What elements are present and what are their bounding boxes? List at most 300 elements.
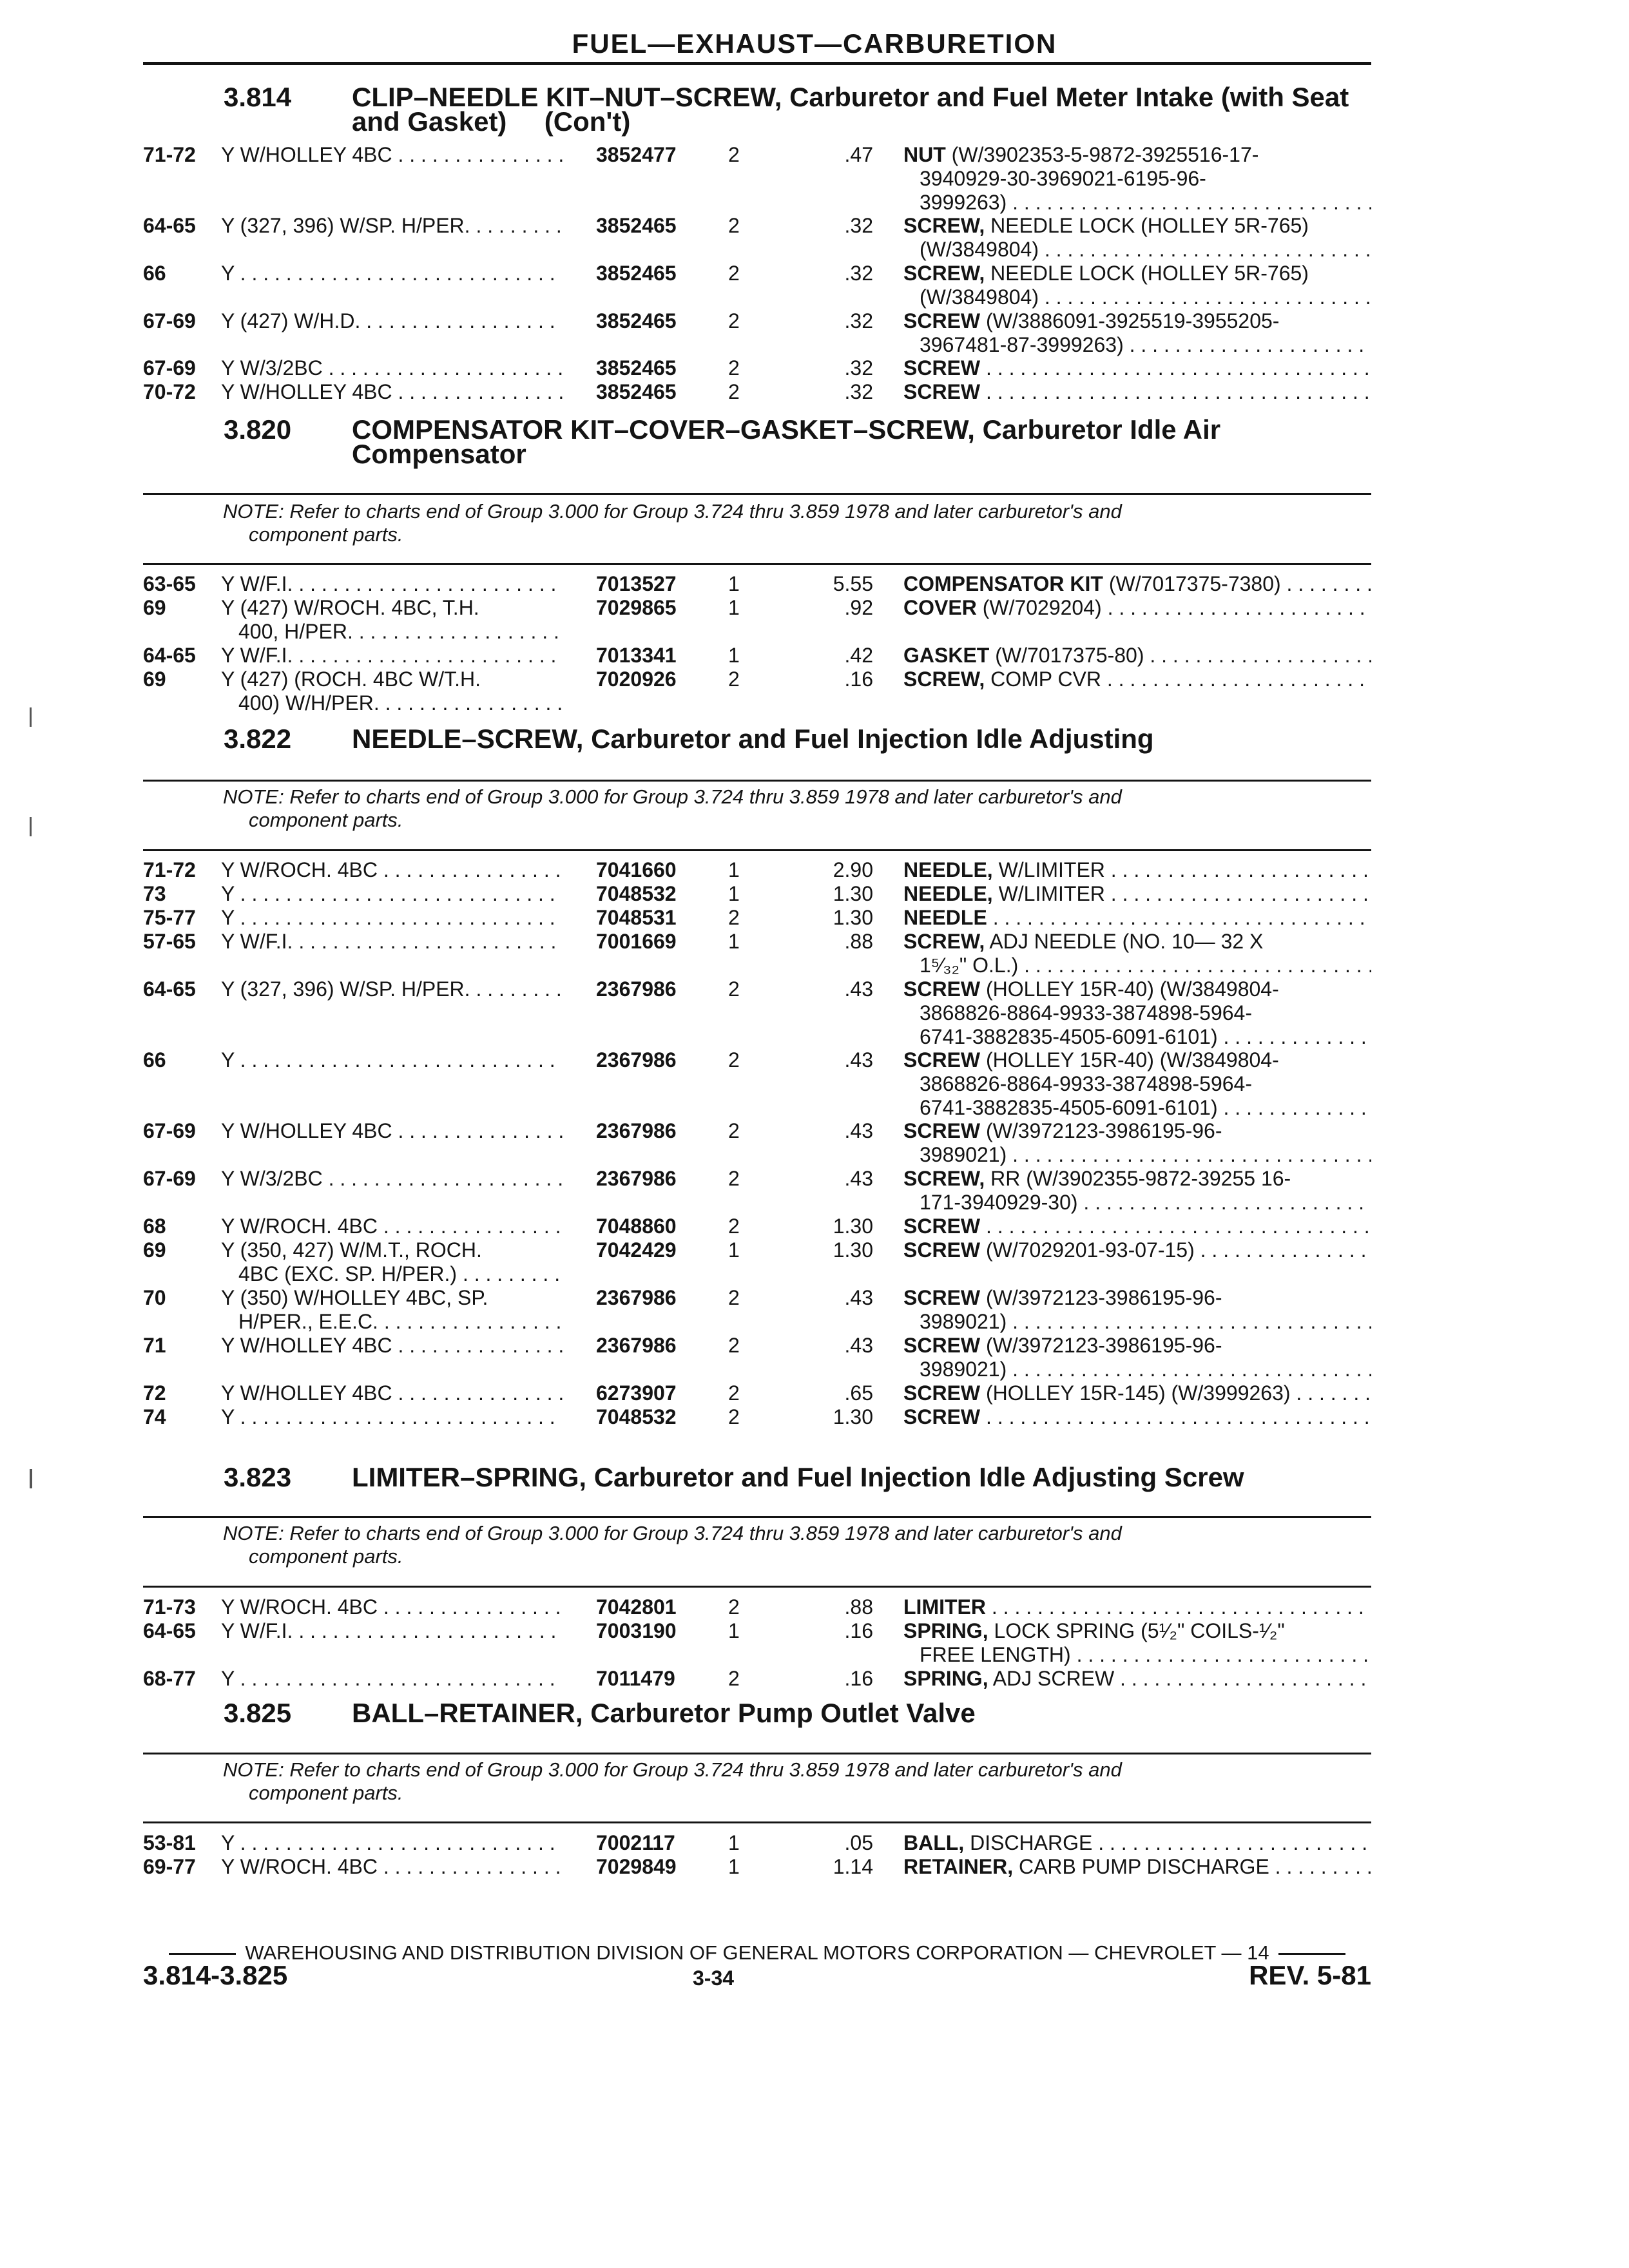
price: .92 <box>844 596 873 619</box>
model-line: Y (327, 396) W/SP. H/PER. . . . <box>221 977 563 1001</box>
description-line <box>903 954 1371 977</box>
part-description <box>903 380 1371 404</box>
part-number: 7002117 <box>596 1831 675 1854</box>
price: .32 <box>844 309 873 332</box>
description-line <box>903 1025 1371 1049</box>
quantity: 2 <box>728 906 740 929</box>
description-text: 3989021) <box>920 1358 1007 1381</box>
description-line <box>903 1191 1371 1215</box>
description-line <box>903 1096 1371 1120</box>
year-range: 75-77 <box>143 906 196 929</box>
description-text: W/LIMITER <box>992 858 1105 881</box>
model-line: Y W/ROCH. 4BC . . . <box>221 1855 563 1879</box>
part-description <box>903 1831 1371 1855</box>
quantity: 1 <box>728 1619 740 1642</box>
model-application <box>221 882 563 906</box>
description-line <box>903 1048 1371 1072</box>
model-application <box>221 1167 563 1191</box>
quantity: 2 <box>728 1286 740 1309</box>
part-number: 7029865 <box>596 596 677 619</box>
description-text: DISCHARGE <box>964 1831 1093 1854</box>
part-number: 3852465 <box>596 214 677 237</box>
note-rule <box>143 1821 1371 1823</box>
year-range: 67-69 <box>143 1167 196 1190</box>
model-line: Y . . . <box>221 1831 563 1855</box>
price: 5.55 <box>833 572 873 595</box>
model-application <box>221 596 563 644</box>
description-line <box>903 644 1371 668</box>
model-line: Y . . . <box>221 1667 563 1691</box>
description-text: W/LIMITER <box>992 882 1105 905</box>
section-title: NEEDLE–SCREW, Carburetor and Fuel Injection Idle Adjusting <box>352 724 1154 754</box>
continued-label: (Con't) <box>544 106 631 137</box>
note-line: component parts. <box>249 1545 403 1568</box>
model-application <box>221 668 563 715</box>
part-name: SCREW <box>903 1215 981 1238</box>
section-number: 3.822 <box>224 724 292 754</box>
part-description <box>903 214 1371 262</box>
section-number: 3.814 <box>224 82 292 112</box>
part-description <box>903 906 1371 930</box>
description-line <box>903 930 1371 954</box>
part-description <box>903 572 1371 596</box>
description-line <box>903 1143 1371 1167</box>
note <box>223 785 1370 832</box>
price: .43 <box>844 1286 873 1309</box>
part-description <box>903 1595 1371 1619</box>
year-range: 53-81 <box>143 1831 196 1854</box>
part-number: 3852465 <box>596 262 677 285</box>
description-text: (HOLLEY 15R-145) (W/3999263) <box>980 1381 1291 1405</box>
description-line <box>903 1286 1371 1310</box>
quantity: 2 <box>728 309 740 332</box>
part-name: SPRING, <box>903 1667 988 1690</box>
part-number: 3852465 <box>596 356 677 380</box>
model-line: Y W/HOLLEY 4BC . . . <box>221 380 563 404</box>
section-title: LIMITER–SPRING, Carburetor and Fuel Injection Idle Adjusting Screw <box>352 1462 1244 1492</box>
description-text: (HOLLEY 15R-40) (W/3849804- <box>980 977 1279 1001</box>
model-application <box>221 906 563 930</box>
year-range: 57-65 <box>143 930 196 953</box>
description-line <box>903 167 1371 191</box>
description-line <box>903 858 1371 882</box>
model-line: Y W/3/2BC . . . <box>221 1167 563 1191</box>
part-name: NEEDLE, <box>903 858 993 881</box>
price: 1.30 <box>833 1238 873 1262</box>
description-line <box>903 238 1371 262</box>
quantity: 2 <box>728 262 740 285</box>
part-number: 7042801 <box>596 1595 677 1619</box>
note-line: NOTE: Refer to charts end of Group 3.000 for Group 3.724 thru 3.859 1978 and later carburetor's and <box>223 1522 1122 1544</box>
year-range: 72 <box>143 1381 166 1405</box>
note-rule <box>143 563 1371 565</box>
part-name: GASKET <box>903 644 990 667</box>
description-text: CARB PUMP DISCHARGE <box>1013 1855 1269 1878</box>
description-text: (W/3972123-3986195-96- <box>980 1286 1222 1309</box>
footer-publisher-text: WAREHOUSING AND DISTRIBUTION DIVISION OF GENERAL MOTORS CORPORATION — CHEVROLET — 14 <box>245 1941 1269 1964</box>
part-number: 7020926 <box>596 668 677 691</box>
note-rule <box>143 1586 1371 1588</box>
description-line <box>903 356 1371 380</box>
description-line <box>903 1595 1371 1619</box>
section-rule <box>143 1516 1371 1518</box>
year-range: 71-73 <box>143 1595 196 1619</box>
note-line: NOTE: Refer to charts end of Group 3.000 for Group 3.724 thru 3.859 1978 and later carburetor's and <box>223 1758 1122 1781</box>
part-name: COVER <box>903 596 977 619</box>
part-name: BALL, <box>903 1831 965 1854</box>
model-line: 400) W/H/PER. . . . <box>221 691 563 715</box>
model-application <box>221 1119 563 1143</box>
model-application <box>221 572 563 596</box>
part-number: 3852477 <box>596 143 677 166</box>
quantity: 1 <box>728 1238 740 1262</box>
description-line <box>903 333 1371 357</box>
note-line: component parts. <box>249 809 403 831</box>
description-line <box>903 285 1371 309</box>
description-line <box>903 1405 1371 1429</box>
price: .42 <box>844 644 873 667</box>
scan-mark <box>30 817 32 836</box>
price: .65 <box>844 1381 873 1405</box>
description-line <box>903 1310 1371 1334</box>
description-text: 3967481-87-3999263) <box>920 333 1124 356</box>
year-range: 63-65 <box>143 572 196 595</box>
description-text: (HOLLEY 15R-40) (W/3849804- <box>980 1048 1279 1072</box>
part-description <box>903 930 1371 977</box>
price: .16 <box>844 668 873 691</box>
model-application <box>221 143 563 167</box>
part-description <box>903 1167 1371 1215</box>
model-application <box>221 1215 563 1238</box>
model-line: Y W/ROCH. 4BC . . . <box>221 1215 563 1238</box>
model-application <box>221 356 563 380</box>
model-application <box>221 644 563 668</box>
description-text: NEEDLE LOCK (HOLLEY 5R-765) <box>985 214 1309 237</box>
price: .88 <box>844 1595 873 1619</box>
model-line: Y (427) W/H.D. . . . <box>221 309 563 333</box>
model-application <box>221 858 563 882</box>
part-name: SCREW <box>903 309 981 332</box>
description-text: 6741-3882835-4505-6091-6101) <box>920 1096 1218 1119</box>
model-line: Y (327, 396) W/SP. H/PER. . . . <box>221 214 563 238</box>
description-text: 3868826-8864-9933-3874898-5964- <box>920 1001 1252 1024</box>
year-range: 71-72 <box>143 858 196 881</box>
section-rule <box>143 493 1371 495</box>
quantity: 1 <box>728 572 740 595</box>
model-application <box>221 1381 563 1405</box>
part-name: SPRING, <box>903 1619 988 1642</box>
description-text: COMP CVR <box>985 668 1101 691</box>
price: .16 <box>844 1619 873 1642</box>
quantity: 2 <box>728 1119 740 1142</box>
section-number: 3.825 <box>224 1698 292 1728</box>
part-number: 7041660 <box>596 858 677 881</box>
part-name: SCREW <box>903 977 981 1001</box>
part-name: LIMITER <box>903 1595 986 1619</box>
description-text: (W/7029201-93-07-15) <box>980 1238 1195 1262</box>
part-description <box>903 1334 1371 1381</box>
part-name: SCREW <box>903 1238 981 1262</box>
year-range: 64-65 <box>143 1619 196 1642</box>
part-name: SCREW, <box>903 1167 985 1190</box>
description-line <box>903 977 1371 1001</box>
quantity: 2 <box>728 1595 740 1619</box>
model-line: Y W/F.I. . . . <box>221 1619 563 1643</box>
part-number: 7003190 <box>596 1619 677 1642</box>
price: .43 <box>844 1119 873 1142</box>
model-application <box>221 309 563 333</box>
part-number: 3852465 <box>596 309 677 332</box>
section-rule <box>143 1753 1371 1754</box>
quantity: 2 <box>728 1381 740 1405</box>
model-line: Y . . . <box>221 906 563 930</box>
description-line <box>903 1334 1371 1358</box>
description-text: ADJ SCREW <box>988 1667 1115 1690</box>
part-description <box>903 668 1371 691</box>
price: 1.30 <box>833 882 873 905</box>
quantity: 2 <box>728 1048 740 1072</box>
section-title-line: Compensator <box>352 439 526 469</box>
part-name: SCREW <box>903 356 981 380</box>
year-range: 73 <box>143 882 166 905</box>
note <box>223 1758 1370 1805</box>
year-range: 66 <box>143 1048 166 1072</box>
description-line <box>903 1215 1371 1238</box>
year-range: 64-65 <box>143 214 196 237</box>
quantity: 1 <box>728 596 740 619</box>
model-application <box>221 1831 563 1855</box>
footer-publisher <box>143 1941 1371 1965</box>
part-number: 7048531 <box>596 906 677 929</box>
description-text: (W/3972123-3986195-96- <box>980 1119 1222 1142</box>
description-line <box>903 596 1371 620</box>
description-text: 1⁵⁄₃₂" O.L.) <box>920 954 1019 977</box>
note <box>223 500 1370 546</box>
model-line: Y . . . <box>221 1048 563 1072</box>
part-number: 2367986 <box>596 1334 677 1357</box>
part-description <box>903 977 1371 1049</box>
model-application <box>221 1048 563 1072</box>
model-application <box>221 1405 563 1429</box>
model-line: Y (350, 427) W/M.T., ROCH. <box>221 1238 482 1262</box>
model-line: Y W/HOLLEY 4BC . . . <box>221 1334 563 1358</box>
part-name: SCREW <box>903 1334 981 1357</box>
part-number: 7048532 <box>596 882 677 905</box>
part-description <box>903 644 1371 668</box>
year-range: 71 <box>143 1334 166 1357</box>
part-name: SCREW, <box>903 668 985 691</box>
model-line: Y W/HOLLEY 4BC . . . <box>221 1119 563 1143</box>
description-text: (W/3849804) <box>920 238 1039 261</box>
quantity: 2 <box>728 214 740 237</box>
description-line <box>903 668 1371 691</box>
part-description <box>903 858 1371 882</box>
note-line: NOTE: Refer to charts end of Group 3.000 for Group 3.724 thru 3.859 1978 and later carburetor's and <box>223 785 1122 808</box>
description-text: RR (W/3902355-9872-39255 16- <box>985 1167 1291 1190</box>
note-line: component parts. <box>249 523 403 546</box>
description-text: (W/3886091-3925519-3955205- <box>980 309 1280 332</box>
part-number: 7013527 <box>596 572 677 595</box>
description-text: 3989021) <box>920 1310 1007 1333</box>
model-line: Y W/F.I. . . . <box>221 930 563 954</box>
description-text: (W/7017375-80) <box>989 644 1144 667</box>
description-line <box>903 191 1371 215</box>
description-text: 3989021) <box>920 1143 1007 1166</box>
part-number: 3852465 <box>596 380 677 403</box>
model-application <box>221 1238 563 1286</box>
footer-revision: REV. 5-81 <box>1249 1960 1371 1990</box>
quantity: 2 <box>728 1215 740 1238</box>
description-line <box>903 1001 1371 1025</box>
year-range: 68-77 <box>143 1667 196 1690</box>
model-application <box>221 1286 563 1334</box>
description-text: NEEDLE LOCK (HOLLEY 5R-765) <box>985 262 1309 285</box>
part-name: SCREW <box>903 1405 981 1428</box>
model-application <box>221 262 563 285</box>
footer-bar <box>1278 1953 1345 1955</box>
year-range: 70 <box>143 1286 166 1309</box>
price: .43 <box>844 1334 873 1357</box>
model-line: 4BC (EXC. SP. H/PER.) . . . <box>221 1262 563 1286</box>
part-name: RETAINER, <box>903 1855 1014 1878</box>
description-line <box>903 214 1371 238</box>
part-description <box>903 1286 1371 1334</box>
model-application <box>221 1855 563 1879</box>
quantity: 2 <box>728 143 740 166</box>
quantity: 1 <box>728 930 740 953</box>
part-number: 7001669 <box>596 930 677 953</box>
year-range: 67-69 <box>143 1119 196 1142</box>
model-line: Y W/3/2BC . . . <box>221 356 563 380</box>
model-line: Y W/F.I. . . . <box>221 572 563 596</box>
description-text: (W/3849804) <box>920 285 1039 309</box>
part-name: NEEDLE <box>903 906 987 929</box>
description-line <box>903 882 1371 906</box>
page-title: FUEL—EXHAUST—CARBURETION <box>572 28 1057 59</box>
description-line <box>903 1831 1371 1855</box>
description-line <box>903 1619 1371 1643</box>
model-line: Y (427) W/ROCH. 4BC, T.H. <box>221 596 479 619</box>
quantity: 1 <box>728 882 740 905</box>
price: .32 <box>844 356 873 380</box>
part-description <box>903 262 1371 309</box>
part-description <box>903 596 1371 620</box>
quantity: 2 <box>728 1405 740 1428</box>
model-line: Y W/HOLLEY 4BC . . . <box>221 143 563 167</box>
quantity: 2 <box>728 1167 740 1190</box>
part-name: SCREW, <box>903 262 985 285</box>
part-description <box>903 356 1371 380</box>
year-range: 64-65 <box>143 977 196 1001</box>
year-range: 68 <box>143 1215 166 1238</box>
note <box>223 1522 1370 1568</box>
year-range: 74 <box>143 1405 166 1428</box>
year-range: 69 <box>143 1238 166 1262</box>
price: 1.30 <box>833 1405 873 1428</box>
description-line <box>903 1072 1371 1096</box>
quantity: 1 <box>728 1831 740 1854</box>
description-line <box>903 143 1371 167</box>
part-number: 2367986 <box>596 977 677 1001</box>
description-text: ADJ NEEDLE (NO. 10— 32 X <box>985 930 1264 953</box>
description-line <box>903 309 1371 333</box>
description-line <box>903 1643 1371 1667</box>
section-title: BALL–RETAINER, Carburetor Pump Outlet Valve <box>352 1698 976 1728</box>
section-number: 3.823 <box>224 1462 292 1492</box>
part-description <box>903 309 1371 357</box>
description-text: (W/7029204) <box>976 596 1102 619</box>
price: 1.30 <box>833 1215 873 1238</box>
footer-section-range: 3.814-3.825 <box>143 1960 288 1990</box>
description-line <box>903 1358 1371 1381</box>
price: .43 <box>844 1048 873 1072</box>
description-line <box>903 1855 1371 1879</box>
description-line <box>903 1667 1371 1691</box>
part-number: 7011479 <box>596 1667 675 1690</box>
description-line <box>903 572 1371 596</box>
model-application <box>221 380 563 404</box>
price: .32 <box>844 262 873 285</box>
year-range: 71-72 <box>143 143 196 166</box>
price: .05 <box>844 1831 873 1854</box>
year-range: 69-77 <box>143 1855 196 1878</box>
model-line: Y W/F.I. . . . <box>221 644 563 668</box>
description-line <box>903 380 1371 404</box>
price: .43 <box>844 977 873 1001</box>
description-text: FREE LENGTH) <box>920 1643 1071 1666</box>
part-number: 2367986 <box>596 1286 677 1309</box>
model-application <box>221 1334 563 1358</box>
part-name: SCREW <box>903 1119 981 1142</box>
description-text: 3868826-8864-9933-3874898-5964- <box>920 1072 1252 1095</box>
description-text: (W/3902353-5-9872-3925516-17- <box>945 143 1259 166</box>
description-text: 3940929-30-3969021-6195-96- <box>920 167 1206 190</box>
note-rule <box>143 849 1371 851</box>
section-title-line: COMPENSATOR KIT–COVER–GASKET–SCREW, Carburetor Idle Air <box>352 414 1221 445</box>
year-range: 67-69 <box>143 356 196 380</box>
quantity: 2 <box>728 380 740 403</box>
model-application <box>221 214 563 238</box>
part-name: SCREW <box>903 1286 981 1309</box>
description-line <box>903 1119 1371 1143</box>
model-line: 400, H/PER. . . . <box>221 620 563 644</box>
section-title-text: CLIP–NEEDLE KIT–NUT–SCREW, Carburetor and Fuel Meter Intake (with Seat and Gasket) <box>352 82 1349 137</box>
quantity: 1 <box>728 858 740 881</box>
part-number: 7042429 <box>596 1238 677 1262</box>
part-number: 2367986 <box>596 1119 677 1142</box>
year-range: 69 <box>143 668 166 691</box>
description-text: LOCK SPRING (5¹⁄₂" COILS-¹⁄₂" <box>988 1619 1285 1642</box>
section-title <box>352 414 1370 469</box>
description-text: 6741-3882835-4505-6091-6101) <box>920 1025 1218 1048</box>
year-range: 64-65 <box>143 644 196 667</box>
part-description <box>903 1667 1371 1691</box>
description-text: 171-3940929-30) <box>920 1191 1078 1214</box>
model-line: Y (350) W/HOLLEY 4BC, SP. <box>221 1286 488 1309</box>
price: .32 <box>844 380 873 403</box>
price: .43 <box>844 1167 873 1190</box>
part-name: NEEDLE, <box>903 882 993 905</box>
part-name: SCREW <box>903 1048 981 1072</box>
quantity: 2 <box>728 1334 740 1357</box>
model-line: Y . . . <box>221 262 563 285</box>
model-application <box>221 1595 563 1619</box>
year-range: 66 <box>143 262 166 285</box>
model-application <box>221 977 563 1001</box>
year-range: 67-69 <box>143 309 196 332</box>
part-description <box>903 1855 1371 1879</box>
part-number: 7048860 <box>596 1215 677 1238</box>
